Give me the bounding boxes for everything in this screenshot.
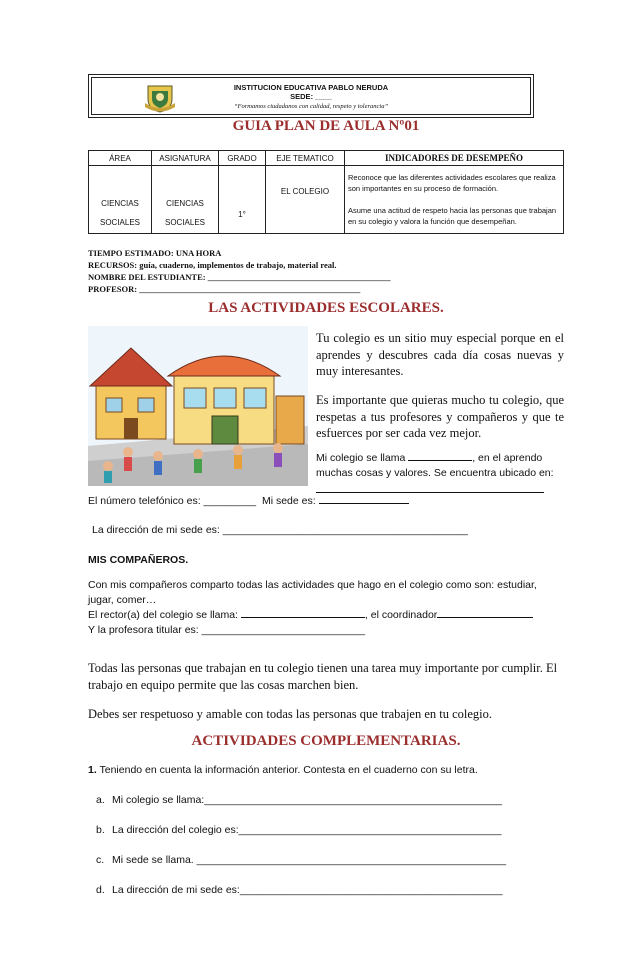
colegio-name-blank[interactable] (408, 451, 472, 461)
question-c: c. Mi sede se llama. _____________________________________________________ (96, 854, 507, 866)
coordinador-blank[interactable] (437, 608, 533, 618)
companeros-paragraph: Con mis compañeros comparto todas las actividades que hago en el colegio como son: estudiar, jugar, comer… (88, 579, 537, 606)
ubicacion-blank[interactable] (316, 492, 544, 493)
cell-eje: EL COLEGIO (266, 166, 345, 234)
guide-title: GUIA PLAN DE AULA Nº01 (232, 118, 420, 134)
cell-area: CIENCIAS SOCIALES (89, 166, 152, 234)
intro-paragraph-2: Es importante que quieras mucho tu colegio, que respetas a tus profesores y compañeros y que te esfuerces por ser cada vez mejor. (316, 393, 564, 440)
header-area: ÁREA (89, 151, 152, 166)
cell-grado: 1° (219, 166, 266, 234)
rector-blank[interactable] (241, 608, 365, 618)
activity-instruction: 1. Teniendo en cuenta la información anterior. Contesta en el cuaderno con su letra. (88, 764, 478, 776)
question-d: d. La dirección de mi sede es:_____________________________________________ (96, 884, 503, 896)
header-eje: EJE TEMATICO (266, 151, 345, 166)
cell-asignatura: CIENCIAS SOCIALES (152, 166, 219, 234)
trabajo-paragraph: Todas las personas que trabajan en tu colegio tienen una tarea muy importante por cumplir. El trabajo en equipo permite que las cosas marchen bien. (88, 661, 558, 692)
fill-telefono: El número telefónico es: _________ Mi sede es: (88, 494, 409, 509)
section-title-actividades: LAS ACTIVIDADES ESCOLARES. (208, 300, 444, 316)
companeros-title: MIS COMPAÑEROS. (88, 554, 189, 566)
school-motto: “Formamos ciudadanos con calidad, respeto y tolerancia” (233, 103, 389, 110)
school-header (88, 74, 534, 118)
fill-direccion-sede: La dirección de mi sede es: __________________________________________ (92, 524, 469, 536)
fill-colegio: Mi colegio se llama , en el aprendo muchas cosas y valores. Se encuentra ubicado en: (316, 452, 554, 479)
respeto-paragraph: Debes ser respetuoso y amable con todas las personas que trabajen en tu colegio. (88, 707, 493, 721)
tiempo-estimado: TIEMPO ESTIMADO: UNA HORA (88, 248, 222, 258)
cell-indicadores (345, 166, 564, 234)
question-a: a. Mi colegio se llama:___________________________________________________ (96, 794, 503, 806)
header-asignatura: ASIGNATURA (152, 151, 219, 166)
question-b: b. La dirección del colegio es:_____________________________________________ (96, 824, 502, 836)
nombre-estudiante: NOMBRE DEL ESTUDIANTE: ___________________________________________ (88, 272, 391, 282)
fill-rector: El rector(a) del colegio se llama: , el coordinador (88, 608, 564, 623)
indicador-2: Asume una actitud de respeto hacia las personas que trabajan en su colegio y valora la función que desempeñan. (348, 205, 557, 226)
school-illustration (88, 326, 308, 486)
fill-titular: Y la profesora titular es: ____________________________ (88, 624, 366, 636)
header-indicadores: INDICADORES DE DESEMPEÑO (345, 151, 564, 166)
recursos: RECURSOS: guía, cuaderno, implementos de trabajo, material real. (88, 260, 337, 270)
sede-name-blank[interactable] (319, 494, 409, 504)
profesor: PROFESOR: ____________________________________________________ (88, 284, 361, 294)
section-title-complementarias: ACTIVIDADES COMPLEMENTARIAS. (191, 733, 461, 749)
header-grado: GRADO (219, 151, 266, 166)
institution-name: INSTITUCION EDUCATIVA PABLO NERUDA SEDE: ____ (233, 83, 389, 101)
intro-paragraph-1: Tu colegio es un sitio muy especial porque en el aprendes y descubres cada día cosas nuevas y muy interesantes. (316, 331, 564, 378)
plan-table (88, 150, 564, 234)
indicador-1: Reconoce que las diferentes actividades escolares que realiza son importantes en su proceso de formación. (348, 172, 556, 193)
